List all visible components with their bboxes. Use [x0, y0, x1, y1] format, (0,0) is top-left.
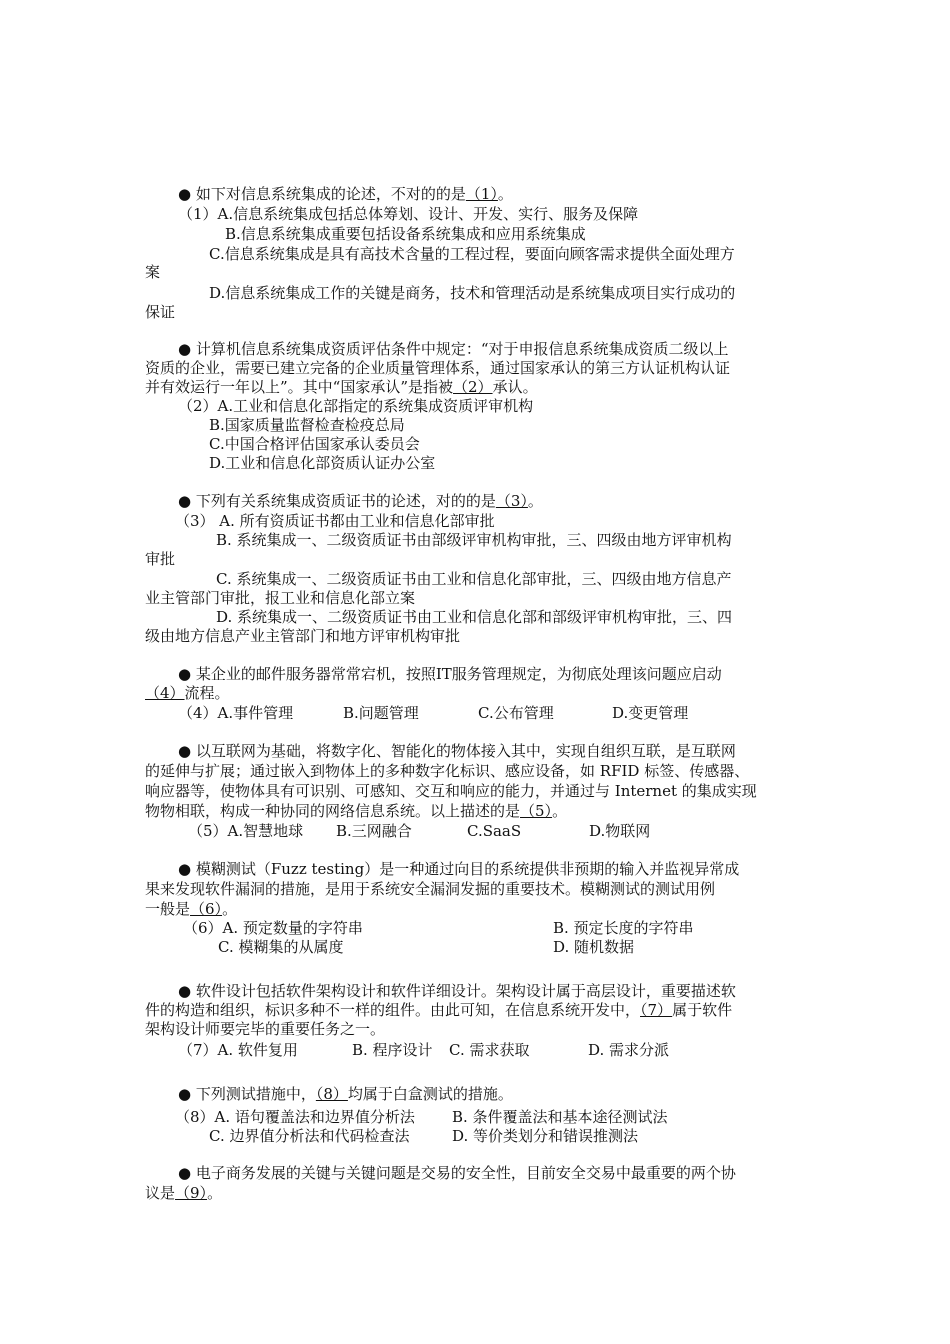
q1-option-b: B.信息系统集成重要包括设备系统集成和应用系统集成 — [225, 225, 586, 243]
q3-stem — [178, 491, 543, 511]
q6-stem-line2: 果来发现软件漏洞的措施，是用于系统安全漏洞发掘的重要技术。模糊测试的测试用例 — [145, 880, 716, 898]
q4-option-d: D.变更管理 — [612, 704, 689, 722]
q1-stem — [178, 184, 513, 204]
q5-option-a: （5）A.智慧地球 — [188, 822, 304, 840]
q5-blank: （5） — [520, 802, 553, 820]
q4-stem-end: 流程。 — [184, 684, 230, 702]
q8-stem-text: ● 下列测试措施中， — [178, 1085, 316, 1103]
q4-stem-line2 — [145, 683, 230, 703]
q6-stem-line3 — [145, 899, 237, 919]
q6-blank: （6） — [190, 900, 223, 918]
q2-option-a: （2）A.工业和信息化部指定的系统集成资质评审机构 — [178, 397, 534, 415]
q5-option-b: B.三网融合 — [336, 822, 412, 840]
q9-stem-line2 — [145, 1183, 222, 1203]
q8-blank: （8） — [315, 1085, 348, 1103]
q4-stem-line1: ● 某企业的邮件服务器常常宕机，按照IT服务管理规定，为彻底处理该问题应启动 — [178, 665, 722, 683]
q8-option-d: D. 等价类划分和错误推测法 — [452, 1127, 639, 1145]
q8-stem — [178, 1084, 513, 1104]
q5-option-d: D.物联网 — [589, 822, 651, 840]
q6-option-d: D. 随机数据 — [553, 938, 635, 956]
q3-stem-text: ● 下列有关系统集成资质证书的论述，对的的是 — [178, 492, 496, 510]
q6-option-c: C. 模糊集的从属度 — [218, 938, 344, 956]
q1-option-d-line1: D.信息系统集成工作的关键是商务，技术和管理活动是系统集成项目实行成功的 — [209, 284, 736, 302]
q2-stem-line2: 资质的企业，需要已建立完备的企业质量管理体系，通过国家承认的第三方认证机构认证 — [145, 359, 731, 377]
q7-stem-line1: ● 软件设计包括软件架构设计和软件详细设计。架构设计属于高层设计，重要描述软 — [178, 982, 736, 1000]
q9-stem-end: 。 — [207, 1184, 223, 1202]
q7-stem-line2 — [145, 1000, 732, 1020]
q1-option-c-line2: 案 — [145, 263, 161, 281]
q2-option-b: B.国家质量监督检查检疫总局 — [209, 416, 405, 434]
q7-stem-line3: 架构设计师要完毕的重要任务之一。 — [145, 1020, 386, 1038]
q5-stem-line1: ● 以互联网为基础，将数字化、智能化的物体接入其中，实现自组织互联，是互联网 — [178, 742, 736, 760]
q8-stem-end: 均属于白盒测试的措施。 — [347, 1085, 513, 1103]
q1-option-c-line1: C.信息系统集成是具有高技术含量的工程过程，要面向顾客需求提供全面处理方 — [209, 245, 735, 263]
q1-blank: （1） — [465, 185, 498, 203]
q8-option-b: B. 条件覆盖法和基本途径测试法 — [452, 1108, 668, 1126]
q4-option-c: C.公布管理 — [478, 704, 554, 722]
q4-option-b: B.问题管理 — [343, 704, 419, 722]
q6-stem-end: 。 — [222, 900, 238, 918]
q8-option-c: C. 边界值分析法和代码检查法 — [209, 1127, 410, 1145]
q5-stem-line4 — [145, 801, 567, 821]
q2-blank: （2） — [453, 378, 493, 396]
q1-stem-text: ● 如下对信息系统集成的论述，不对的的是 — [178, 185, 466, 203]
q5-stem-text: 物物相联，构成一种协同的网络信息系统。以上描述的是 — [145, 802, 521, 820]
q3-option-d-line1: D. 系统集成一、二级资质证书由工业和信息化部和部级评审机构审批，三、四 — [216, 608, 733, 626]
q1-option-d-line2: 保证 — [145, 303, 176, 321]
q3-option-c-line2: 业主管部门审批，报工业和信息化部立案 — [145, 589, 416, 607]
q7-option-b: B. 程序设计 — [352, 1041, 433, 1059]
q3-option-b-line2: 审批 — [145, 550, 176, 568]
q1-stem-end: 。 — [497, 185, 513, 203]
q2-option-d: D.工业和信息化部资质认证办公室 — [209, 454, 436, 472]
q5-option-c: C.SaaS — [467, 822, 522, 840]
q7-option-c: C. 需求获取 — [449, 1041, 530, 1059]
q3-option-c-line1: C. 系统集成一、二级资质证书由工业和信息化部审批，三、四级由地方信息产 — [216, 570, 732, 588]
q5-stem-line2: 的延伸与扩展；通过嵌入到物体上的多种数字化标识、感应设备，如 RFID 标签、传感器、 — [145, 762, 750, 780]
q2-stem-line1: ● 计算机信息系统集成资质评估条件中规定：“对于申报信息系统集成资质二级以上 — [178, 340, 729, 358]
q7-option-a: （7）A. 软件复用 — [178, 1041, 298, 1059]
q3-option-d-line2: 级由地方信息产业主管部门和地方评审机构审批 — [145, 627, 461, 645]
q7-option-d: D. 需求分派 — [588, 1041, 670, 1059]
q4-option-a: （4）A.事件管理 — [178, 704, 294, 722]
q6-option-a: （6）A. 预定数量的字符串 — [183, 919, 363, 937]
q2-stem-line3 — [145, 377, 538, 397]
q9-blank: （9） — [175, 1184, 208, 1202]
q6-stem-text: 一般是 — [145, 900, 191, 918]
q3-option-a: （3） A. 所有资质证书都由工业和信息化部审批 — [175, 512, 495, 530]
q9-stem-line1: ● 电子商务发展的关键与关键问题是交易的安全性，目前安全交易中最重要的两个协 — [178, 1164, 736, 1182]
q3-option-b-line1: B. 系统集成一、二级资质证书由部级评审机构审批，三、四级由地方评审机构 — [216, 531, 732, 549]
q2-stem-text: 并有效运行一年以上”。其中“国家承认”是指被 — [145, 378, 454, 396]
q2-option-c: C.中国合格评估国家承认委员会 — [209, 435, 420, 453]
q2-stem-end: 承认。 — [492, 378, 538, 396]
q6-option-b: B. 预定长度的字符串 — [553, 919, 694, 937]
q7-stem-text: 件的构造和组织，标识多种不一样的组件。由此可知，在信息系统开发中， — [145, 1001, 641, 1019]
q5-stem-line3: 响应器等，使物体具有可识别、可感知、交互和响应的能力，并通过与 Internet 的集成实现 — [145, 782, 757, 800]
q5-stem-end: 。 — [552, 802, 568, 820]
q6-stem-line1: ● 模糊测试（Fuzz testing）是一种通过向目的系统提供非预期的输入并监视异常成 — [178, 860, 740, 878]
q3-stem-end: 。 — [527, 492, 543, 510]
q1-option-a: （1）A.信息系统集成包括总体筹划、设计、开发、实行、服务及保障 — [178, 205, 639, 223]
q9-stem-text: 议是 — [145, 1184, 176, 1202]
q7-stem-end: 属于软件 — [672, 1001, 733, 1019]
q7-blank: （7） — [640, 1001, 673, 1019]
q3-blank: （3） — [495, 492, 528, 510]
q8-option-a: （8）A. 语句覆盖法和边界值分析法 — [175, 1108, 415, 1126]
q4-blank: （4） — [145, 684, 185, 702]
